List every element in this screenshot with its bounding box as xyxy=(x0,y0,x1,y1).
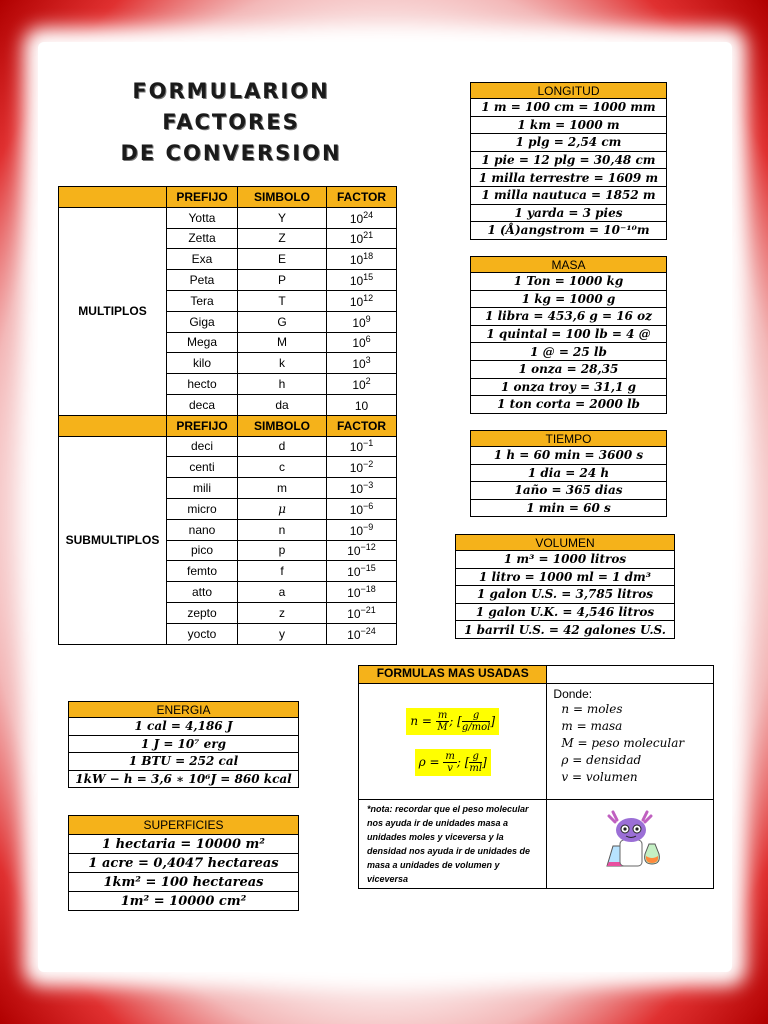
prefix-row xyxy=(59,436,397,457)
factor-base: 10 xyxy=(349,502,364,517)
prefix-symbol: f xyxy=(238,561,327,582)
formula-densidad-sep: ; xyxy=(456,754,461,769)
factor-base: 10 xyxy=(352,336,366,351)
factor-exponent: −9 xyxy=(363,521,374,532)
factor-exponent: 15 xyxy=(363,272,374,283)
masa-row: 1 kg = 1000 g xyxy=(471,290,667,308)
page-title xyxy=(96,76,366,169)
formula-moles-sep: ; xyxy=(449,713,454,728)
volumen-row: 1 m³ = 1000 litros xyxy=(456,551,675,569)
energia-row: 1 BTU = 252 cal xyxy=(69,753,299,771)
formula-densidad-lhs: ρ = xyxy=(418,754,440,769)
prefix-name: Exa xyxy=(167,249,238,270)
prefix-factor xyxy=(327,602,397,623)
prefix-name: Tera xyxy=(167,290,238,311)
prefix-name: centi xyxy=(167,457,238,478)
prefix-factor xyxy=(327,228,397,249)
energia-table xyxy=(68,701,299,788)
factor-exponent: −15 xyxy=(360,563,376,574)
formula-densidad-unit-num: g xyxy=(469,751,482,763)
factor-exponent: 12 xyxy=(363,292,374,303)
factor-base: 10 xyxy=(349,253,364,268)
tiempo-header: TIEMPO xyxy=(471,431,667,447)
factor-base: 10 xyxy=(347,586,361,601)
donde-cell xyxy=(547,684,714,800)
prefix-factor xyxy=(327,436,397,457)
prefix-name: kilo xyxy=(167,353,238,374)
donde-item: n = moles xyxy=(561,702,623,716)
prefix-name: nano xyxy=(167,519,238,540)
factor-exponent: 24 xyxy=(363,209,374,220)
formulas-header-blank xyxy=(547,666,714,684)
prefix-factor xyxy=(327,207,397,228)
prefix-symbol: Y xyxy=(238,207,327,228)
factor-exponent: 18 xyxy=(363,251,374,262)
formula-moles-num: m xyxy=(437,709,448,721)
factor-base: 10 xyxy=(352,378,366,393)
longitud-table xyxy=(470,82,667,240)
prefix-symbol: a xyxy=(238,582,327,603)
prefix-header-cell: PREFIJO xyxy=(167,415,238,436)
prefix-name: Mega xyxy=(167,332,238,353)
superficies-row: 1 hectaria = 10000 m² xyxy=(69,835,299,854)
factor-exponent: 21 xyxy=(363,230,374,241)
tiempo-row: 1 h = 60 min = 3600 s xyxy=(471,447,667,465)
formula-moles: n = $\frac{m}{M}$ ; [ $\frac{g}{\text{g/mol}}$ ] xyxy=(406,708,499,735)
longitud-header: LONGITUD xyxy=(471,83,667,99)
prefix-factor xyxy=(327,478,397,499)
prefix-factor xyxy=(327,519,397,540)
donde-label: Donde: xyxy=(553,687,593,701)
title-line-2: FACTORES xyxy=(162,110,300,134)
longitud-row: 1 (Å)angstrom = 10⁻¹⁰m xyxy=(471,222,667,240)
prefix-symbol: k xyxy=(238,353,327,374)
prefix-factor xyxy=(327,394,397,415)
energia-row: 1kW − h = 3,6 ∗ 10⁶J = 860 kcal xyxy=(69,770,299,788)
masa-row: 1 onza troy = 31,1 g xyxy=(471,378,667,396)
longitud-row: 1 m = 100 cm = 1000 mm xyxy=(471,99,667,117)
superficies-table xyxy=(68,815,299,911)
prefix-symbol: z xyxy=(238,602,327,623)
prefix-factor xyxy=(327,249,397,270)
factor-base: 10 xyxy=(347,606,361,621)
prefix-symbol: G xyxy=(238,311,327,332)
formula-moles-lhs: n = xyxy=(410,713,432,728)
formula-moles-den: M xyxy=(437,721,448,733)
volumen-row: 1 galon U.S. = 3,785 litros xyxy=(456,586,675,604)
prefix-name: micro xyxy=(167,498,238,519)
factor-base: 10 xyxy=(347,627,361,642)
nota-text: *nota: recordar que el peso molecular nos ayuda ir de unidades masa a unidades moles y viceversa y la densidad nos ayuda ir de unidades de masa a unidades de volumen y viceversa xyxy=(359,800,547,889)
prefix-symbol: m xyxy=(238,478,327,499)
title-line-3: DE CONVERSION xyxy=(120,141,342,165)
tiempo-row: 1 dia = 24 h xyxy=(471,464,667,482)
factor-exponent: −2 xyxy=(363,459,374,470)
prefix-factor xyxy=(327,270,397,291)
superficies-header: SUPERFICIES xyxy=(69,816,299,835)
prefix-name: femto xyxy=(167,561,238,582)
factor-exponent: −3 xyxy=(363,480,374,491)
prefix-header-cell: SIMBOLO xyxy=(238,187,327,208)
prefix-name: Zetta xyxy=(167,228,238,249)
masa-row: 1 Ton = 1000 kg xyxy=(471,273,667,291)
prefix-row xyxy=(59,207,397,228)
masa-row: 1 ton corta = 2000 lb xyxy=(471,396,667,414)
prefix-factor xyxy=(327,498,397,519)
formulas-table xyxy=(358,665,714,889)
prefix-header-blank xyxy=(59,187,167,208)
scientist-mascot-icon xyxy=(595,810,665,874)
donde-list xyxy=(553,701,707,786)
donde-item: ρ = densidad xyxy=(561,753,642,767)
multiplos-label: MULTIPLOS xyxy=(59,207,167,415)
prefix-name: zepto xyxy=(167,602,238,623)
prefix-symbol: μ xyxy=(238,498,327,519)
factor-exponent: 6 xyxy=(365,334,371,345)
factor-exponent: 3 xyxy=(365,355,371,366)
formula-moles-unit-den: g/mol xyxy=(461,721,491,733)
factor-base: 10 xyxy=(349,294,364,309)
factor-base: 10 xyxy=(352,357,366,372)
volumen-table xyxy=(455,534,675,639)
factor-base: 10 xyxy=(349,461,364,476)
prefix-factor xyxy=(327,374,397,395)
factor-base: 10 xyxy=(349,232,364,247)
donde-item: m = masa xyxy=(561,719,623,733)
prefix-factor xyxy=(327,561,397,582)
masa-row: 1 quintal = 100 lb = 4 @ xyxy=(471,325,667,343)
factor-exponent: −18 xyxy=(360,584,376,595)
superficies-row: 1km² = 100 hectareas xyxy=(69,873,299,892)
longitud-row: 1 milla nautuca = 1852 m xyxy=(471,186,667,204)
factor-base: 10 xyxy=(354,398,369,413)
masa-table xyxy=(470,256,667,414)
prefix-factor xyxy=(327,332,397,353)
prefix-symbol: E xyxy=(238,249,327,270)
formulas-header: FORMULAS MAS USADAS xyxy=(359,666,547,684)
factor-base: 10 xyxy=(349,523,364,538)
factor-exponent: −12 xyxy=(360,542,376,553)
factor-exponent: −24 xyxy=(360,625,376,636)
prefix-name: Yotta xyxy=(167,207,238,228)
submultiplos-label: SUBMULTIPLOS xyxy=(59,436,167,644)
factor-exponent: −6 xyxy=(363,500,374,511)
energia-row: 1 J = 10⁷ erg xyxy=(69,735,299,753)
formula-densidad-num: m xyxy=(445,750,455,762)
prefix-header-cell: FACTOR xyxy=(327,415,397,436)
prefix-name: yocto xyxy=(167,623,238,644)
energia-header: ENERGIA xyxy=(69,702,299,718)
prefix-factor xyxy=(327,540,397,561)
factor-exponent: −21 xyxy=(360,604,376,615)
title-line-1: FORMULARION xyxy=(132,79,330,103)
volumen-row: 1 barril U.S. = 42 galones U.S. xyxy=(456,621,675,639)
factor-base: 10 xyxy=(349,482,364,497)
prefix-name: pico xyxy=(167,540,238,561)
masa-row: 1 onza = 28,35 xyxy=(471,360,667,378)
prefix-name: Peta xyxy=(167,270,238,291)
donde-item: M = peso molecular xyxy=(561,736,685,750)
prefix-table xyxy=(58,186,397,645)
formulas-cell xyxy=(359,684,547,800)
prefix-header-cell: SIMBOLO xyxy=(238,415,327,436)
prefix-name: Giga xyxy=(167,311,238,332)
energia-row: 1 cal = 4,186 J xyxy=(69,718,299,736)
prefix-factor xyxy=(327,353,397,374)
factor-base: 10 xyxy=(347,544,361,559)
tiempo-row: 1año = 365 dias xyxy=(471,482,667,500)
prefix-symbol: c xyxy=(238,457,327,478)
volumen-row: 1 galon U.K. = 4,546 litros xyxy=(456,603,675,621)
masa-row: 1 @ = 25 lb xyxy=(471,343,667,361)
prefix-symbol: da xyxy=(238,394,327,415)
factor-exponent: 9 xyxy=(365,313,371,324)
prefix-factor xyxy=(327,311,397,332)
prefix-symbol: h xyxy=(238,374,327,395)
volumen-row: 1 litro = 1000 ml = 1 dm³ xyxy=(456,568,675,586)
prefix-factor xyxy=(327,290,397,311)
prefix-factor xyxy=(327,582,397,603)
prefix-header-cell: FACTOR xyxy=(327,187,397,208)
factor-base: 10 xyxy=(349,211,364,226)
prefix-header-cell: PREFIJO xyxy=(167,187,238,208)
superficies-row: 1m² = 10000 cm² xyxy=(69,892,299,911)
tiempo-row: 1 min = 60 s xyxy=(471,499,667,517)
prefix-symbol: P xyxy=(238,270,327,291)
prefix-name: deca xyxy=(167,394,238,415)
prefix-symbol: y xyxy=(238,623,327,644)
prefix-factor xyxy=(327,457,397,478)
prefix-symbol: T xyxy=(238,290,327,311)
prefix-symbol: M xyxy=(238,332,327,353)
donde-item: v = volumen xyxy=(561,770,638,784)
longitud-row: 1 milla terrestre = 1609 m xyxy=(471,169,667,187)
prefix-symbol: p xyxy=(238,540,327,561)
factor-base: 10 xyxy=(347,565,361,580)
longitud-row: 1 pie = 12 plg = 30,48 cm xyxy=(471,151,667,169)
prefix-name: mili xyxy=(167,478,238,499)
formula-moles-unit-num: g xyxy=(462,710,490,722)
longitud-row: 1 yarda = 3 pies xyxy=(471,204,667,222)
masa-header: MASA xyxy=(471,257,667,273)
longitud-row: 1 plg = 2,54 cm xyxy=(471,134,667,152)
formula-densidad-den: v xyxy=(447,762,453,774)
factor-base: 10 xyxy=(349,274,364,289)
prefix-name: hecto xyxy=(167,374,238,395)
formula-densidad-unit-den: ml xyxy=(469,762,483,774)
prefix-symbol: n xyxy=(238,519,327,540)
prefix-name: deci xyxy=(167,436,238,457)
tiempo-table xyxy=(470,430,667,517)
prefix-name: atto xyxy=(167,582,238,603)
prefix-header-blank xyxy=(59,415,167,436)
factor-exponent: 2 xyxy=(365,376,371,387)
volumen-header: VOLUMEN xyxy=(456,535,675,551)
prefix-symbol: Z xyxy=(238,228,327,249)
factor-exponent: −1 xyxy=(363,438,374,449)
mascot-cell xyxy=(547,800,714,889)
longitud-row: 1 km = 1000 m xyxy=(471,116,667,134)
superficies-row: 1 acre = 0,4047 hectareas xyxy=(69,854,299,873)
prefix-factor xyxy=(327,623,397,644)
masa-row: 1 libra = 453,6 g = 16 oz xyxy=(471,308,667,326)
prefix-symbol: d xyxy=(238,436,327,457)
factor-base: 10 xyxy=(349,440,364,455)
factor-base: 10 xyxy=(352,315,366,330)
formula-densidad: ρ = $\frac{m}{v}$ ; [ $\frac{g}{ml}$ ] xyxy=(415,749,491,776)
